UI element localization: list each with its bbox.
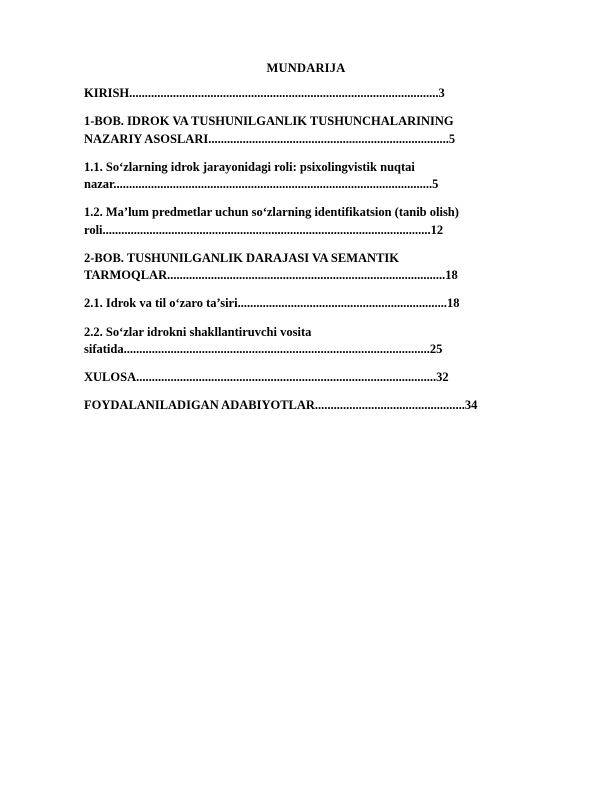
toc-entry-line: 2.2. So‘zlar idrokni shakllantiruvchi vosita <box>84 324 312 339</box>
toc-entry-bibliography[interactable] <box>84 397 477 415</box>
toc-entry-line: XULOSA................................................................................................32 <box>84 370 449 385</box>
toc-entry-section-1-2[interactable] <box>84 204 477 239</box>
toc-entry-line: sifatida..................................................................................................25 <box>84 342 443 357</box>
toc-entry-line: nazar......................................................................................................5 <box>84 177 439 192</box>
toc-entry-kirish[interactable] <box>84 85 477 103</box>
page-title: MUNDARIJA <box>266 61 346 75</box>
toc-entry-line: FOYDALANILADIGAN ADABIYOTLAR................................................34 <box>84 398 478 413</box>
table-of-contents <box>84 85 477 425</box>
toc-entry-line: roli.........................................................................................................12 <box>84 222 444 237</box>
toc-entry-line: 1.1. So‘zlarning idrok jarayonidagi roli: psixolingvistik nuqtai <box>84 159 415 174</box>
toc-entry-line: 1.2. Ma’lum predmetlar uchun so‘zlarning identifikatsion (tanib olish) <box>84 205 459 220</box>
toc-entry-line: NAZARIY ASOSLARI.............................................................................5 <box>84 131 456 146</box>
toc-entry-line: KIRISH...................................................................................................3 <box>84 86 445 100</box>
toc-entry-section-2-1[interactable] <box>84 295 477 313</box>
toc-entry-line: TARMOQLAR.........................................................................................18 <box>84 268 458 283</box>
toc-entry-xulosa[interactable] <box>84 369 477 387</box>
toc-entry-section-1-1[interactable] <box>84 159 477 194</box>
toc-entry-chapter-2[interactable] <box>84 250 477 285</box>
toc-entry-line: 2.1. Idrok va til o‘zaro ta’siri...................................................................18 <box>84 296 460 311</box>
toc-entry-chapter-1[interactable] <box>84 113 477 148</box>
toc-entry-line: 2-BOB. TUSHUNILGANLIK DARAJASI VA SEMANTIK <box>84 250 400 265</box>
toc-entry-line: 1-BOB. IDROK VA TUSHUNILGANLIK TUSHUNCHALARINING <box>84 114 454 129</box>
toc-entry-section-2-2[interactable] <box>84 324 477 359</box>
